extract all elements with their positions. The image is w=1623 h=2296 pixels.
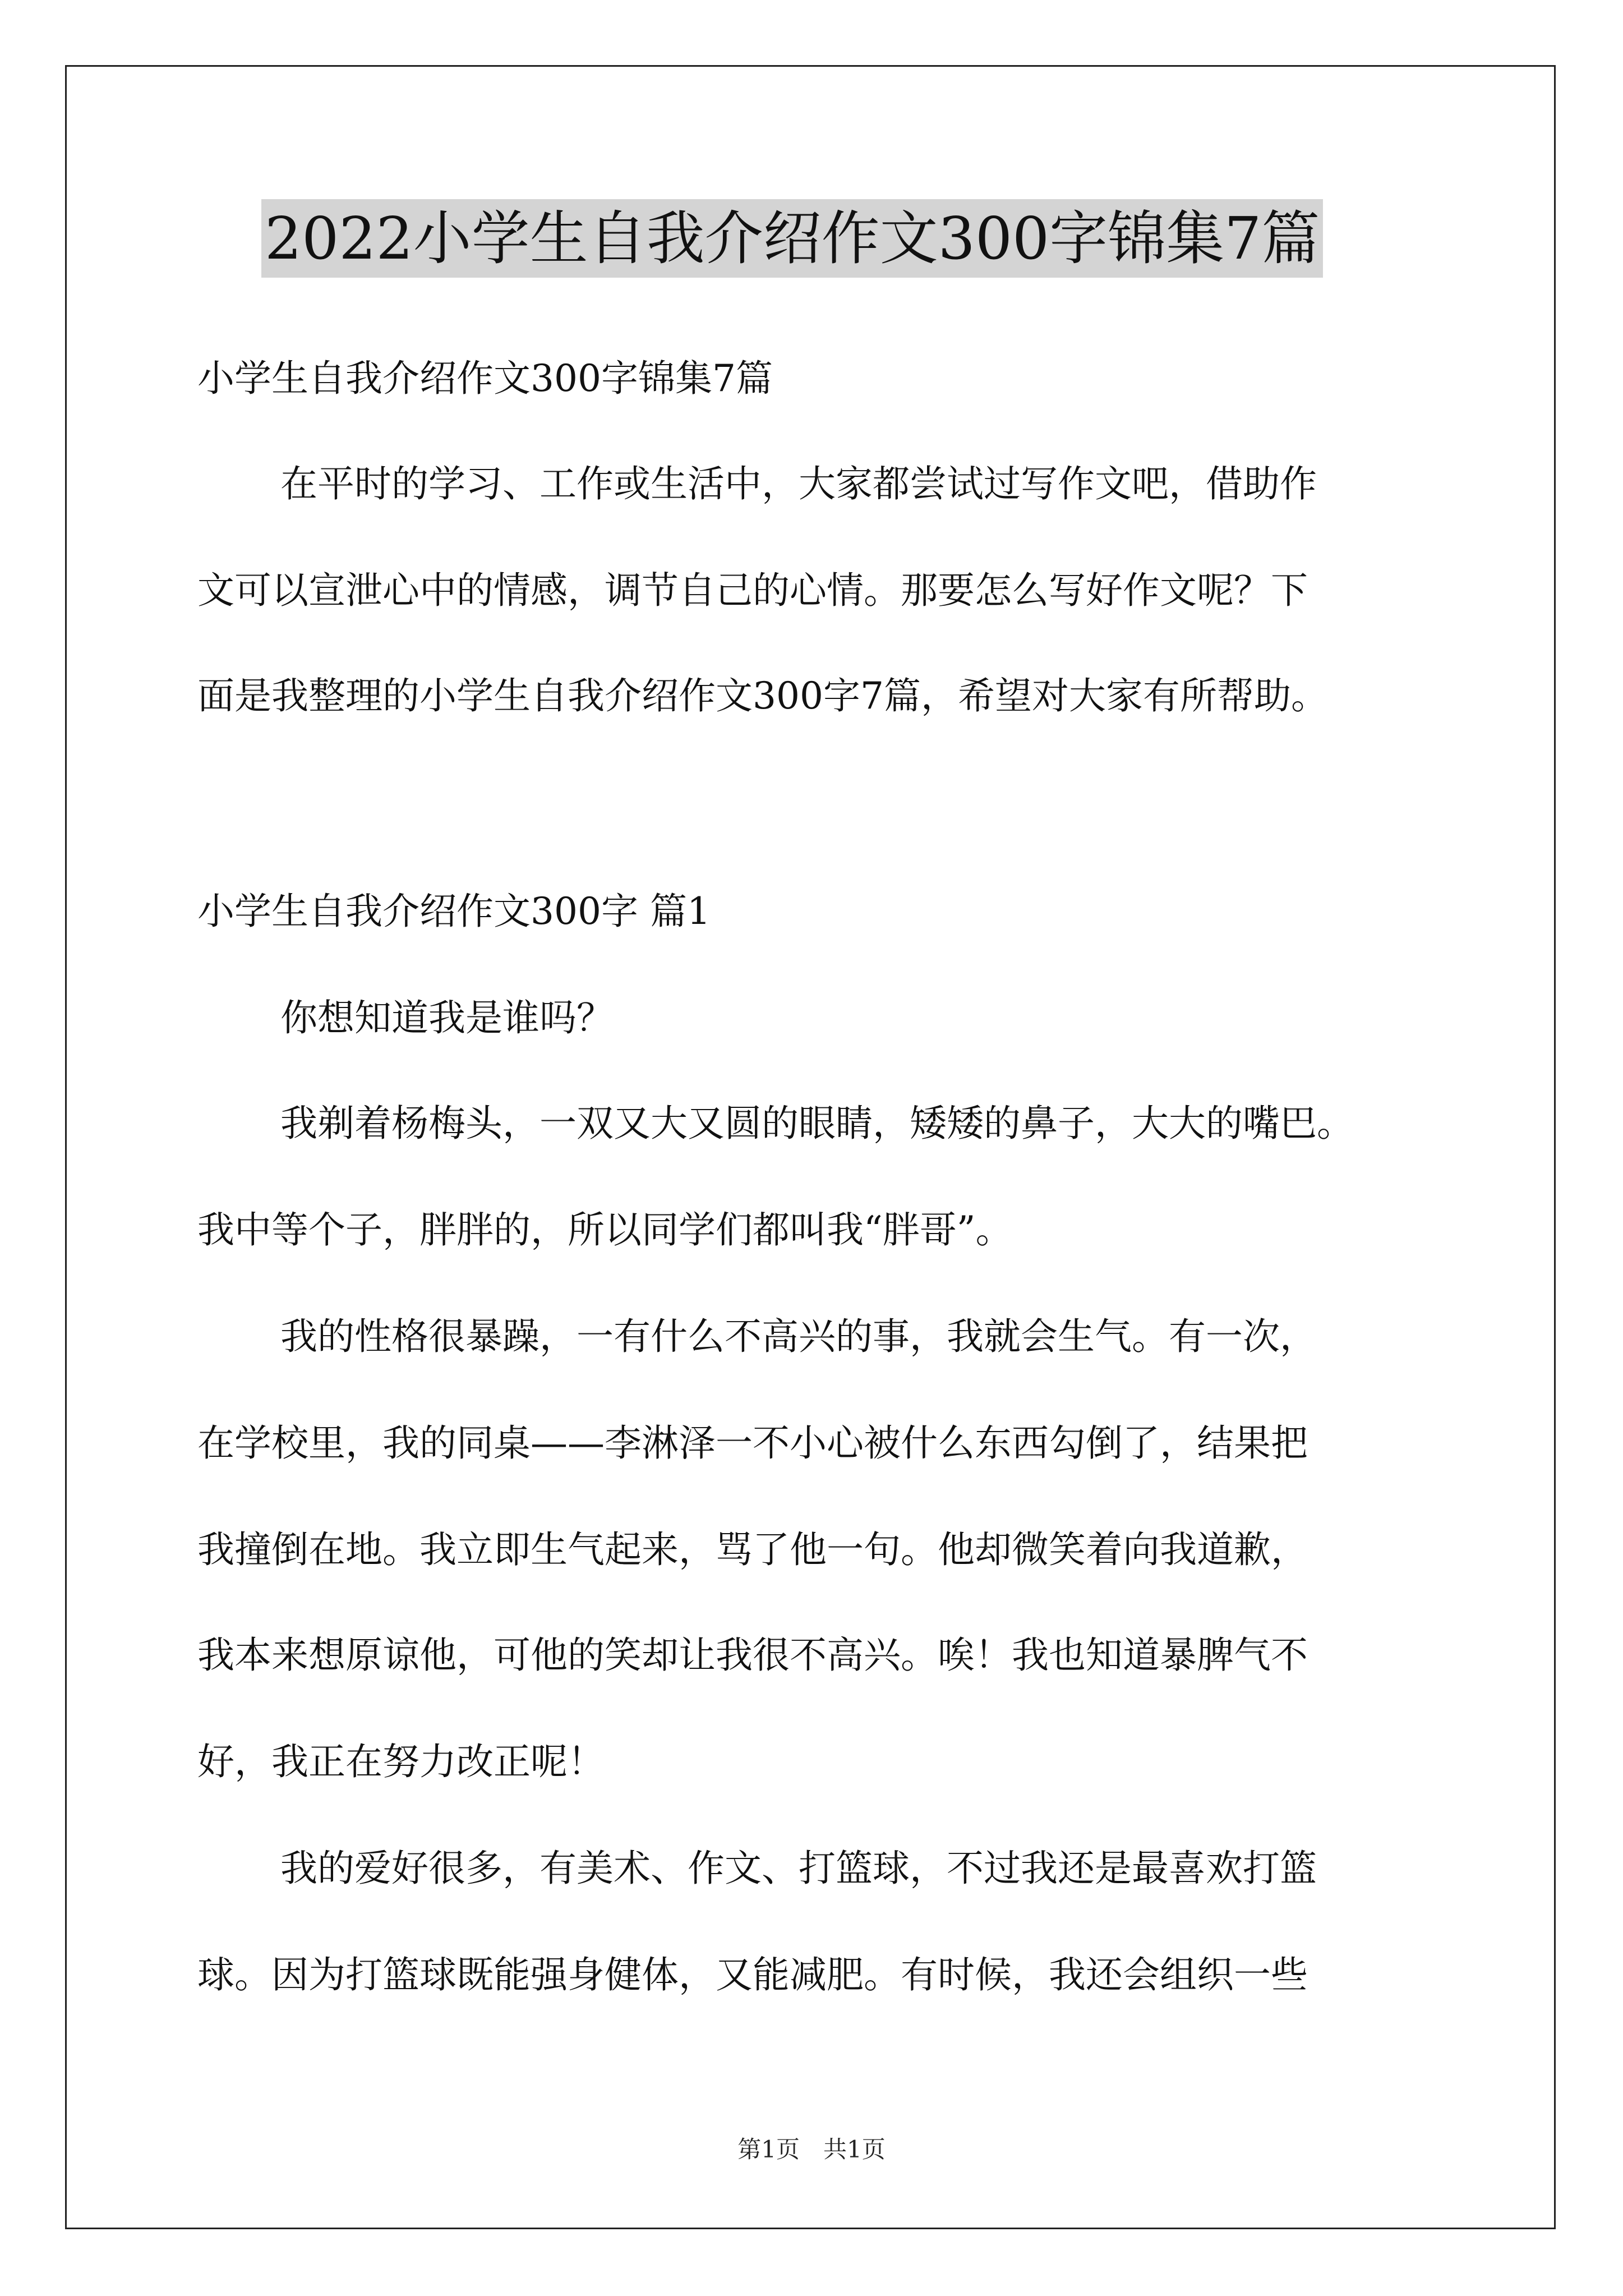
body-line-2: 我剃着杨梅头，一双又大又圆的眼睛，矮矮的鼻子，大大的嘴巴。: [280, 1102, 1354, 1145]
intro-line-2: 文可以宣泄心中的情感，调节自己的心情。那要怎么写好作文呢？下: [197, 569, 1308, 612]
body-line-4: 我的性格很暴躁，一有什么不高兴的事，我就会生气。有一次，: [280, 1315, 1317, 1358]
body-line-8: 好，我正在努力改正呢！: [197, 1740, 605, 1783]
intro-line-3: 面是我整理的小学生自我介绍作文300字7篇，希望对大家有所帮助。: [197, 674, 1328, 717]
body-line-1: 你想知道我是谁吗？: [280, 996, 614, 1039]
body-line-5: 在学校里，我的同桌——李淋泽一不小心被什么东西勾倒了，结果把: [197, 1421, 1308, 1465]
body-line-3: 我中等个子，胖胖的，所以同学们都叫我“胖哥”。: [197, 1208, 1013, 1251]
body-line-10: 球。因为打篮球既能强身健体，又能减肥。有时候，我还会组织一些: [197, 1953, 1308, 1996]
document-subtitle: 小学生自我介绍作文300字锦集7篇: [197, 357, 773, 400]
body-line-7: 我本来想原谅他，可他的笑却让我很不高兴。唉！我也知道暴脾气不: [197, 1634, 1308, 1677]
intro-line-1: 在平时的学习、工作或生活中，大家都尝试过写作文吧，借助作: [280, 462, 1317, 505]
document-title: 2022小学生自我介绍作文300字锦集7篇: [261, 199, 1323, 278]
section-heading: 小学生自我介绍作文300字 篇1: [197, 890, 711, 933]
page-footer: 第1页 共1页: [737, 2136, 886, 2163]
body-line-6: 我撞倒在地。我立即生气起来，骂了他一句。他却微笑着向我道歉，: [197, 1528, 1308, 1571]
body-line-9: 我的爱好很多，有美术、作文、打篮球，不过我还是最喜欢打篮: [280, 1847, 1317, 1890]
